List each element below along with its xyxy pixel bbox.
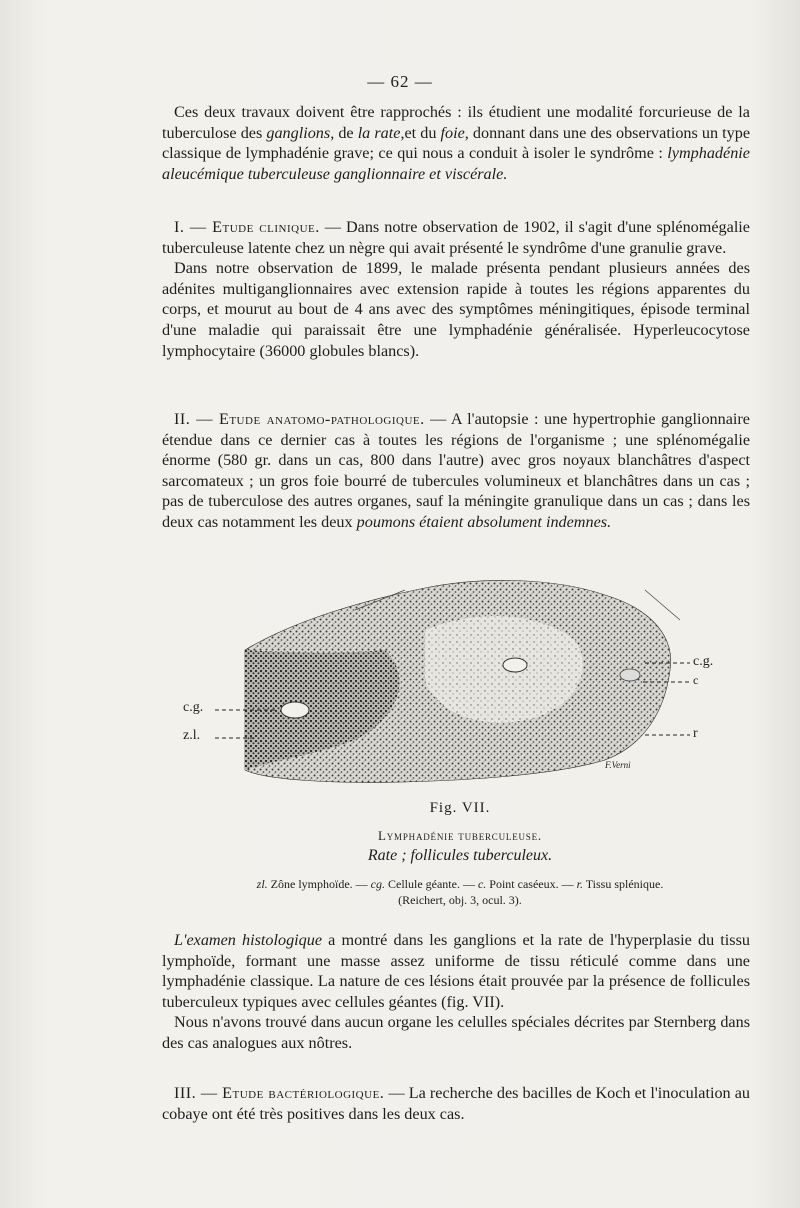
section-bacteriology: III. — Etude bactériologique. — La recherche des bacilles de Koch et l'inoculation au cobaye ont été très positives dans les deux cas. [162, 1084, 751, 1123]
figure-reference: (Reichert, obj. 3, ocul. 3). [398, 893, 522, 907]
figure-engraving [175, 570, 735, 795]
section-anatomo-pathology: II. — Etude anatomo-pathologique. — A l'autopsie : une hypertrophie ganglionnaire étendue dans ce dernier cas à toutes les régions de l'organisme ; une splénomégalie énorme (580 gr. dans un cas, 800 dans l'autre) avec gros noyaux blanchâtres d'aspect sarcomateux ; un gros foie bourré de tubercules volumineux et blanchâtres dans un cas ; pas de tuberculose des autres organes, sauf la méningite granulique dans un cas ; dans les deux cas notamment les deux poumons étaient absolument indemnes. [162, 410, 750, 531]
giant-cell-right [503, 658, 527, 672]
page-number: — 62 — [367, 72, 433, 91]
caseous-point [620, 669, 640, 681]
label-cg-left: c.g. [183, 700, 204, 715]
giant-cell-left [281, 702, 309, 718]
label-r-right: r [693, 726, 698, 741]
paragraph-observation-1899: Dans notre observation de 1899, le malade présenta pendant plusieurs années des adénites multiganglionnaires avec extension rapide à toutes les régions apparentes du corps, et mourut au bout de 4 ans avec des symptômes méningitiques, épisode terminal d'une maladie qui paraissait être une lymphadénie généralisée. Hyperleucocytose lymphocytaire (36000 globules blancs). [162, 259, 750, 360]
histology-figure [175, 570, 735, 795]
section-heading: I. — Etude clinique. [174, 218, 320, 236]
section-heading: II. — Etude anatomo-pathologique. [174, 410, 425, 428]
paragraph-sternberg: Nous n'avons trouvé dans aucun organe les celulles spéciales décrites par Sternberg dans des cas analogues aux nôtres. [162, 1013, 750, 1052]
section-clinical: I. — Etude clinique. — Dans notre observation de 1902, il s'agit d'une splénomégalie tuberculeuse latente chez un nègre qui avait présenté le syndrôme d'une granulie grave. Dans notre observation de 1899, le malade présenta pendant plusieurs années des adénites multiganglionnaires avec extension rapide à toutes les régions apparentes du corps, et mourut au bout de 4 ans avec des symptômes méningitiques, épisode terminal d'une maladie qui paraissait être une lymphadénie généralisée. Hyperleucocytose lymphocytaire (36000 globules blancs). [162, 218, 750, 360]
label-c-right: c [693, 673, 699, 687]
label-zl-left: z.l. [183, 728, 201, 743]
section-heading: III. — Etude bactériologique. [174, 1084, 385, 1102]
figure-number: Fig. VII. [429, 800, 491, 816]
figure-legend: zl. Zône lymphoïde. — cg. Cellule géante. — c. Point caséeux. — r. Tissu splénique. (Reichert, obj. 3, ocul. 3). [256, 877, 664, 907]
figure-title: Lymphadénie tuberculeuse. [378, 828, 542, 843]
paragraph-intro: Ces deux travaux doivent être rapprochés : ils étudient une modalité forcurieuse de la tuberculose des ganglions, de la rate,et du foie, donnant dans une des observations un type classique de lymphadénie grave; ce qui nous a conduit à isoler le syndrôme : lymphadénie aleucémique tuberculeuse ganglionnaire et viscérale. [162, 103, 751, 183]
paragraph-histology: L'examen histologique a montré dans les ganglions et la rate de l'hyperplasie du tissu lymphoïde, formant une masse assez uniforme de tissu réticulé comme dans une lymphadénie classique. La nature de ces lésions était prouvée par la présence de follicules tuberculeux typiques avec cellules géantes (fig. VII). Nous n'avons trouvé dans aucun organe les celulles spéciales décrites par Sternberg dans des cas analogues aux nôtres. [162, 931, 750, 1052]
figure-subtitle: Rate ; follicules tuberculeux. [367, 847, 553, 864]
engraver-signature: F.Verni [605, 760, 631, 770]
label-cg-right: c.g. [693, 654, 714, 669]
